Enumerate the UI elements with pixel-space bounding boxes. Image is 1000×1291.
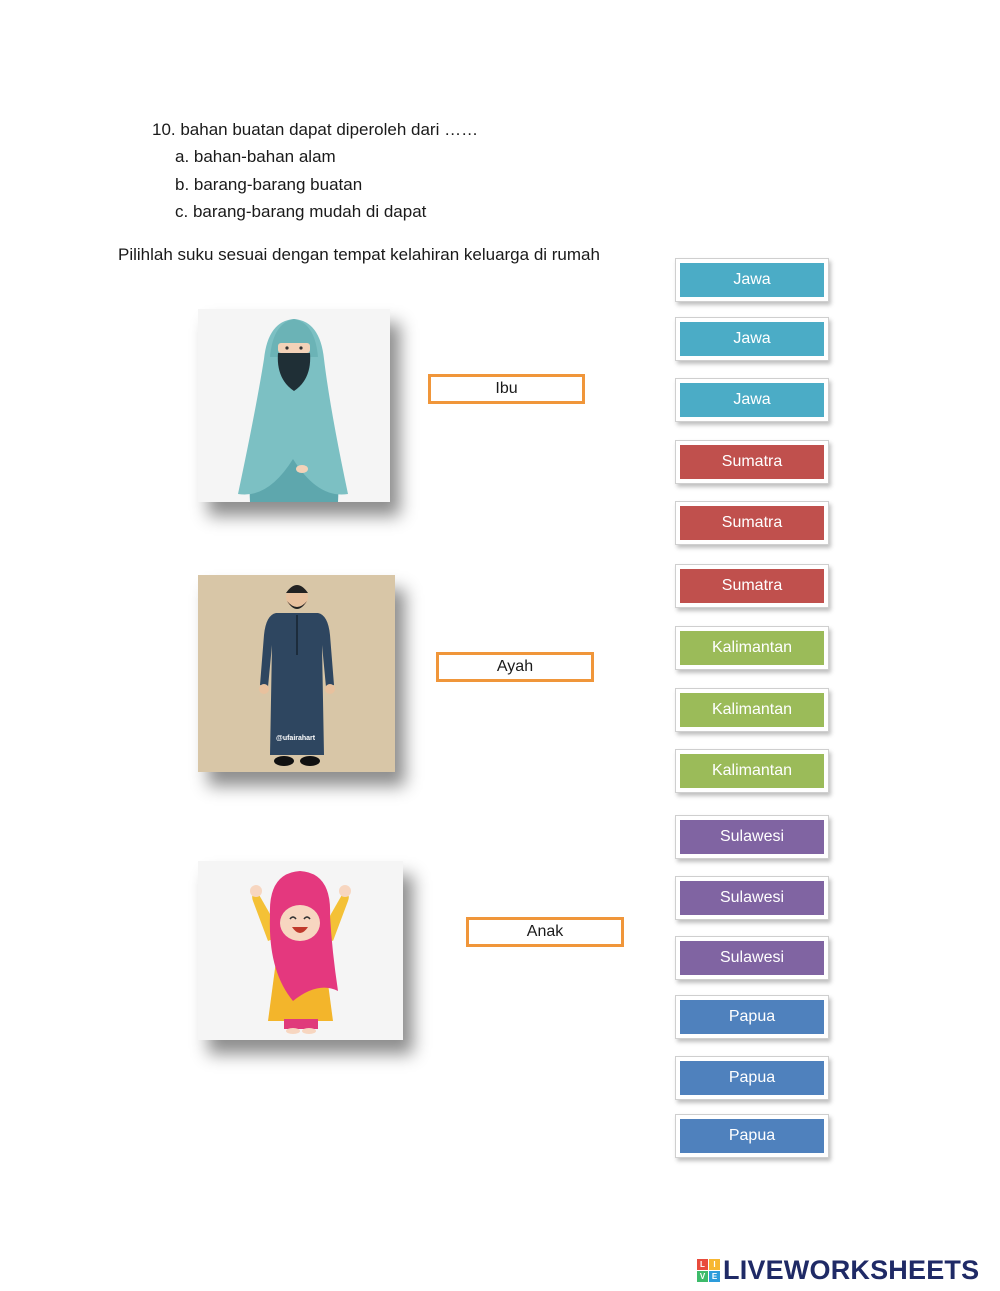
tile-label: Papua: [680, 1119, 824, 1153]
tile-label: Papua: [680, 1061, 824, 1095]
child-illustration: [198, 861, 403, 1040]
option-a: a. bahan-bahan alam: [175, 147, 336, 166]
child-figure-icon: [198, 861, 403, 1040]
tile-papua-3[interactable]: [675, 1114, 829, 1158]
tile-label: Kalimantan: [680, 693, 824, 727]
tile-sulawesi-3[interactable]: [675, 936, 829, 980]
logo-letter: E: [709, 1271, 720, 1282]
tile-label: Sumatra: [680, 569, 824, 603]
logo-letter: I: [709, 1259, 720, 1270]
tile-label: Kalimantan: [680, 631, 824, 665]
mother-figure-icon: [198, 309, 390, 502]
option-b: b. barang-barang buatan: [175, 175, 363, 194]
logo-letter: L: [697, 1259, 708, 1270]
logo-letter: V: [697, 1271, 708, 1282]
label-ibu: Ibu: [428, 374, 585, 404]
mother-illustration: [198, 309, 390, 502]
instruction: Pilihlah suku sesuai dengan tempat kelahiran keluarga di rumah: [118, 245, 600, 264]
tile-kalimantan-3[interactable]: [675, 749, 829, 793]
tile-label: Jawa: [680, 383, 824, 417]
tile-jawa-2[interactable]: [675, 317, 829, 361]
tile-jawa-3[interactable]: [675, 378, 829, 422]
tile-sumatra-3[interactable]: [675, 564, 829, 608]
father-illustration: [198, 575, 395, 772]
option-c: c. barang-barang mudah di dapat: [175, 202, 427, 221]
tile-label: Papua: [680, 1000, 824, 1034]
tile-sulawesi-1[interactable]: [675, 815, 829, 859]
label-anak: Anak: [466, 917, 624, 947]
tile-papua-1[interactable]: [675, 995, 829, 1039]
tile-label: Sumatra: [680, 506, 824, 540]
tile-label: Sulawesi: [680, 941, 824, 975]
tile-label: Kalimantan: [680, 754, 824, 788]
logo-brand-text: LIVEWORKSHEETS: [723, 1254, 980, 1285]
tile-kalimantan-1[interactable]: [675, 626, 829, 670]
tile-label: Sulawesi: [680, 881, 824, 915]
tile-sulawesi-2[interactable]: [675, 876, 829, 920]
tile-label: Jawa: [680, 322, 824, 356]
artist-watermark: @ufairahart: [276, 735, 316, 742]
tile-sumatra-2[interactable]: [675, 501, 829, 545]
tile-jawa-1[interactable]: [675, 258, 829, 302]
tile-kalimantan-2[interactable]: [675, 688, 829, 732]
tile-label: Sulawesi: [680, 820, 824, 854]
logo-blocks-icon: [697, 1259, 720, 1282]
tile-label: Jawa: [680, 263, 824, 297]
label-ayah: Ayah: [436, 652, 594, 682]
question-stem: 10. bahan buatan dapat diperoleh dari ……: [152, 120, 479, 139]
liveworksheets-logo: [697, 1255, 997, 1285]
tile-label: Sumatra: [680, 445, 824, 479]
tile-sumatra-1[interactable]: [675, 440, 829, 484]
tile-papua-2[interactable]: [675, 1056, 829, 1100]
father-figure-icon: [198, 575, 395, 772]
